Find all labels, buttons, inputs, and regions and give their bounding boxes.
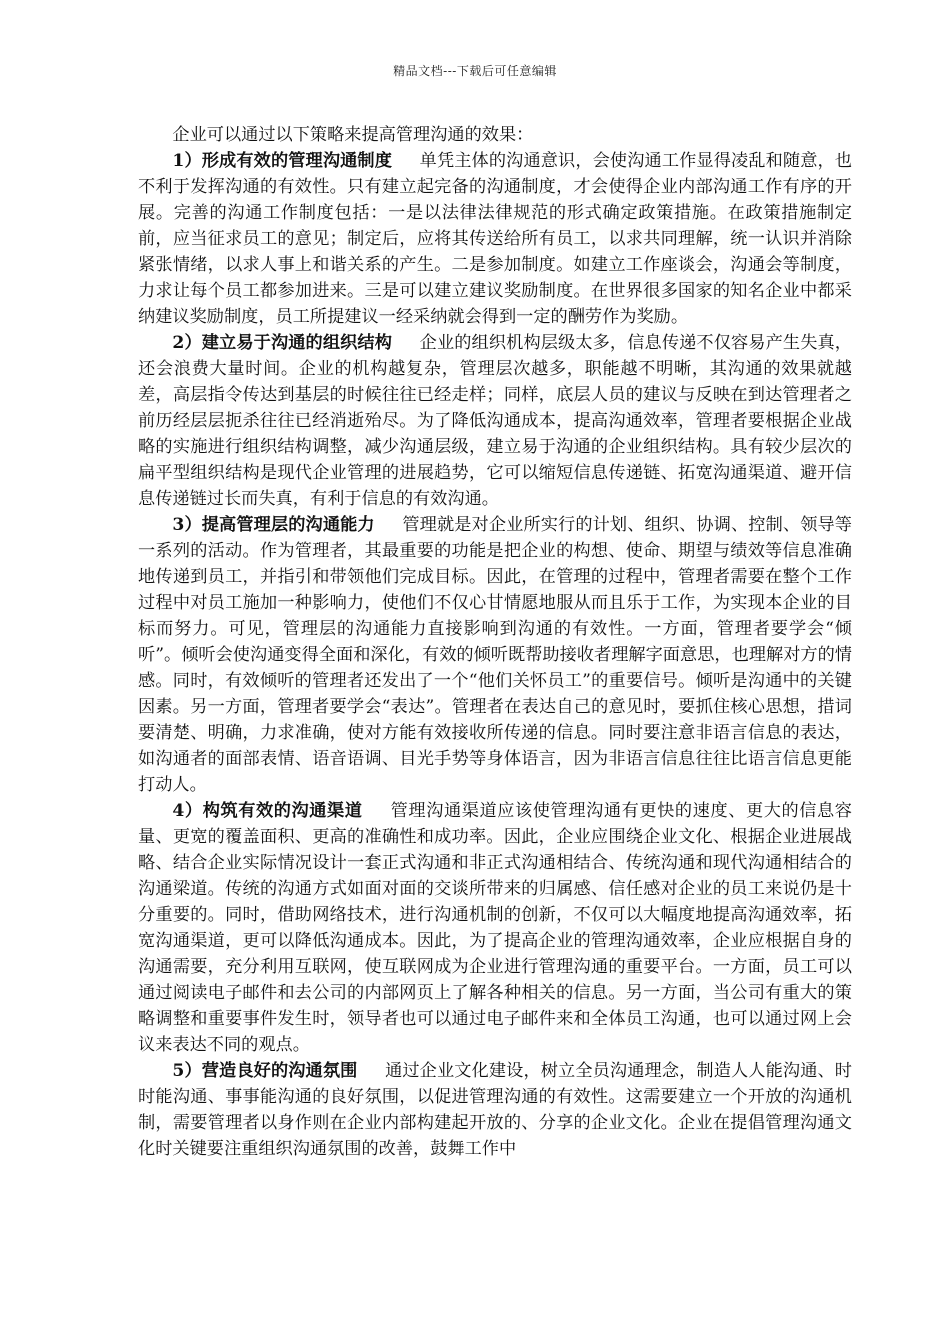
section-5-body: 通过企业文化建设，树立全员沟通理念，制造人人能沟通、时时能沟通、事事能沟通的良好氛围，以促进管理沟通的有效性。这需要建立一个开放的沟通机制，需要管理者以身作则在企业内部构建起开放的、分享的企业文化。企业在提倡管理沟通文化时关键要注重组织沟通氛围的改善，鼓舞工作中 [138,1061,852,1159]
section-4-body: 管理沟通渠道应该使管理沟通有更快的速度、更大的信息容量、更宽的覆盖面积、更高的准确性和成功率。因此，企业应围绕企业文化、根据企业进展战略、结合企业实际情况设计一套正式沟通和非正式沟通相结合、传统沟通和现代沟通相结合的沟通梁道。传统的沟通方式如面对面的交谈所带来的归属感、信任感对企业的员工来说仍是十分重要的。同时，借助网络技术，进行沟通机制的创新，不仅可以大幅度地提高沟通效率，拓宽沟通渠道，更可以降低沟通成本。因此，为了提高企业的管理沟通效率，企业应根据自身的沟通需要，充分利用互联网，使互联网成为企业进行管理沟通的重要平台。一方面，员工可以通过阅读电子邮件和去公司的内部网页上了解各种相关的信息。另一方面，当公司有重大的策略调整和重要事件发生时，领导者也可以通过电子邮件来和全体员工沟通，也可以通过网上会议来表达不同的观点。 [138,801,852,1055]
page-header: 精品文档---下载后可任意编辑 [393,64,557,78]
section-3-paragraph [138,512,852,798]
document-body [138,122,852,1162]
section-2-paragraph [138,330,852,512]
section-5-paragraph [138,1058,852,1162]
section-2-body: 企业的组织机构层级太多，信息传递不仅容易产生失真，还会浪费大量时间。企业的机构越复杂，管理层次越多，职能越不明晰，其沟通的效果就越差，高层指令传达到基层的时候往往已经走样；同样，底层人员的建议与反映在到达管理者之前历经层层扼杀往往已经消逝殆尽。为了降低沟通成本，提高沟通效率，管理者要根据企业战略的实施进行组织结构调整，减少沟通层级，建立易于沟通的企业组织结构。具有较少层次的扁平型组织结构是现代企业管理的进展趋势，它可以缩短信息传递链、拓宽沟通渠道、避开信息传递链过长而失真，有利于信息的有效沟通。 [138,333,852,509]
section-4-paragraph [138,798,852,1058]
section-1-body: 单凭主体的沟通意识，会使沟通工作显得凌乱和随意，也不利于发挥沟通的有效性。只有建立起完备的沟通制度，才会使得企业内部沟通工作有序的开展。完善的沟通工作制度包括：一是以法律法律规范的形式确定政策措施。在政策措施制定前，应当征求员工的意见；制定后，应将其传送给所有员工，以求共同理解，统一认识并消除紧张情绪，以求人事上和谐关系的产生。二是参加制度。如建立工作座谈会，沟通会等制度，力求让每个员工都参加进来。三是可以建立建议奖励制度。在世界很多国家的知名企业中都采纳建议奖励制度，员工所提建议一经采纳就会得到一定的酬劳作为奖励。 [138,151,852,327]
section-4-heading: 4）构筑有效的沟通渠道 [172,801,363,821]
section-3-heading: 3）提高管理层的沟通能力 [172,515,375,535]
section-1-paragraph [138,148,852,330]
section-2-heading: 2）建立易于沟通的组织结构 [172,333,393,353]
section-1-heading: 1）形成有效的管理沟通制度 [172,151,393,171]
intro-paragraph: 企业可以通过以下策略来提高管理沟通的效果： [172,125,534,145]
section-3-body: 管理就是对企业所实行的计划、组织、协调、控制、领导等一系列的活动。作为管理者，其最重要的功能是把企业的构想、使命、期望与绩效等信息准确地传递到员工，并指引和带领他们完成目标。因此，在管理的过程中，管理者需要在整个工作过程中对员工施加一种影响力，使他们不仅心甘情愿地服从而且乐于工作，为实现本企业的目标而努力。可见，管理层的沟通能力直接影响到沟通的有效性。一方面，管理者要学会“倾听”。倾听会使沟通变得全面和深化，有效的倾听既帮助接收者理解字面意思，也理解对方的情感。同时，有效倾听的管理者还发出了一个“他们关怀员工”的重要信号。倾听是沟通中的关键因素。另一方面，管理者要学会“表达”。管理者在表达自己的意见时，要抓住核心思想，措词要清楚、明确，力求准确，使对方能有效接收所传递的信息。同时要注意非语言信息的表达，如沟通者的面部表情、语音语调、目光手势等身体语言，因为非语言信息往往比语言信息更能打动人。 [138,515,852,795]
section-5-heading: 5）营造良好的沟通氛围 [172,1061,358,1081]
